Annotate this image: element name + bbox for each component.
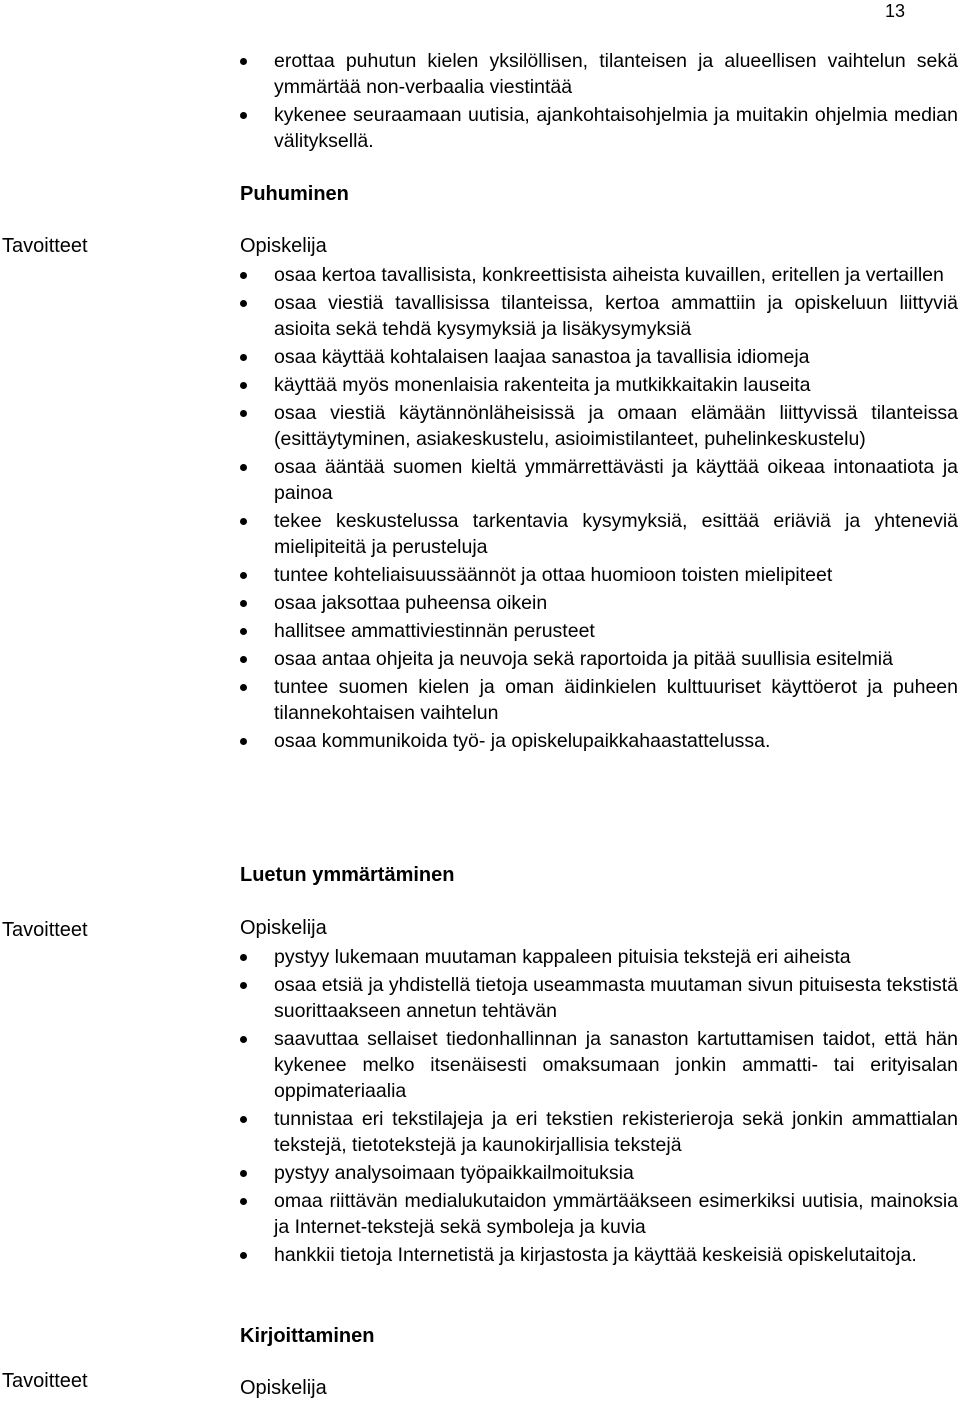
page-number: 13 (884, 1, 905, 21)
bullet-icon (240, 410, 247, 417)
bullet-icon (240, 354, 247, 361)
list-item (240, 728, 958, 754)
list-item (240, 1188, 958, 1240)
list-item (240, 290, 958, 342)
list-item (240, 562, 958, 588)
section-heading-kirjoittaminen: Kirjoittaminen (240, 1325, 375, 1347)
list-item-text: saavuttaa sellaiset tiedonhallinnan ja sanaston kartuttamisen taidot, että hän kykenee melko itsenäisesti omaksumaan jonkin ammatti- tai erityisalan oppimateriaalia (274, 1028, 958, 1102)
bullet-icon (240, 112, 247, 119)
list-item (240, 1242, 958, 1268)
list-item-text: omaa riittävän medialukutaidon ymmärtääkseen esimerkiksi uutisia, mainoksia ja Internet-tekstejä sekä symboleja ja kuvia (274, 1190, 958, 1238)
list-item-text: osaa antaa ohjeita ja neuvoja sekä raportoida ja pitää suullisia esitelmiä (274, 648, 893, 670)
side-label-tavoitteet: Tavoitteet (2, 919, 88, 941)
bullet-icon (240, 300, 247, 307)
bullet-icon (240, 656, 247, 663)
top-bullet-list (240, 48, 958, 156)
bullet-icon (240, 1252, 247, 1259)
side-label-tavoitteet: Tavoitteet (2, 235, 88, 257)
list-item (240, 1160, 958, 1186)
bullet-icon (240, 628, 247, 635)
bullet-icon (240, 738, 247, 745)
list-item-text: kykenee seuraamaan uutisia, ajankohtaisohjelmia ja muitakin ohjelmia median välityksellä. (274, 104, 958, 152)
bullet-icon (240, 272, 247, 279)
bullet-icon (240, 464, 247, 471)
list-item-text: tekee keskustelussa tarkentavia kysymyksiä, esittää eriäviä ja yhteneviä mielipiteitä ja perusteluja (274, 510, 958, 558)
list-item (240, 372, 958, 398)
list-item (240, 618, 958, 644)
list-item-text: pystyy lukemaan muutaman kappaleen pituisia tekstejä eri aiheista (274, 946, 851, 968)
bullet-icon (240, 1198, 247, 1205)
list-item-text: tuntee kohteliaisuussäännöt ja ottaa huomioon toisten mielipiteet (274, 564, 833, 586)
list-item-text: erottaa puhutun kielen yksilöllisen, tilanteisen ja alueellisen vaihtelun sekä ymmärtää non-verbaalia viestintää (274, 50, 958, 98)
list-item (240, 262, 958, 288)
list-item (240, 102, 958, 154)
bullet-icon (240, 58, 247, 65)
bullet-icon (240, 1116, 247, 1123)
list-item (240, 454, 958, 506)
list-item-text: osaa käyttää kohtalaisen laajaa sanastoa ja tavallisia idiomeja (274, 346, 810, 368)
list-item-text: osaa ääntää suomen kieltä ymmärrettävästi ja käyttää oikeaa intonaatiota ja painoa (274, 456, 958, 504)
section-intro: Opiskelija (240, 235, 327, 257)
bullet-icon (240, 1170, 247, 1177)
puhuminen-bullet-list (240, 262, 958, 756)
bullet-icon (240, 982, 247, 989)
list-item-text: pystyy analysoimaan työpaikkailmoituksia (274, 1162, 634, 1184)
section-intro: Opiskelija (240, 1377, 327, 1399)
list-item (240, 646, 958, 672)
list-item (240, 48, 958, 100)
list-item (240, 1106, 958, 1158)
list-item (240, 400, 958, 452)
list-item (240, 508, 958, 560)
list-item-text: osaa kertoa tavallisista, konkreettisista aiheista kuvaillen, eritellen ja vertaillen (274, 264, 944, 286)
list-item (240, 674, 958, 726)
section-heading-puhuminen: Puhuminen (240, 183, 349, 205)
list-item-text: hankkii tietoja Internetistä ja kirjastosta ja käyttää keskeisiä opiskelutaitoja. (274, 1244, 917, 1266)
list-item-text: osaa viestiä tavallisissa tilanteissa, kertoa ammattiin ja opiskeluun liittyviä asioita sekä tehdä kysymyksiä ja lisäkysymyksiä (274, 292, 958, 340)
luetun-bullet-list (240, 944, 958, 1270)
section-heading-luetun-ymmartaminen: Luetun ymmärtäminen (240, 864, 455, 886)
side-label-tavoitteet: Tavoitteet (2, 1370, 88, 1392)
bullet-icon (240, 954, 247, 961)
bullet-icon (240, 572, 247, 579)
list-item (240, 972, 958, 1024)
list-item-text: hallitsee ammattiviestinnän perusteet (274, 620, 595, 642)
list-item (240, 944, 958, 970)
bullet-icon (240, 1036, 247, 1043)
section-intro: Opiskelija (240, 917, 327, 939)
list-item (240, 1026, 958, 1104)
bullet-icon (240, 518, 247, 525)
list-item-text: osaa etsiä ja yhdistellä tietoja useammasta muutaman sivun pituisesta tekstistä suorittaakseen annetun tehtävän (274, 974, 958, 1022)
bullet-icon (240, 382, 247, 389)
bullet-icon (240, 684, 247, 691)
list-item-text: käyttää myös monenlaisia rakenteita ja mutkikkaitakin lauseita (274, 374, 811, 396)
list-item-text: tunnistaa eri tekstilajeja ja eri tekstien rekisterieroja sekä jonkin ammattialan tekstejä, tietotekstejä ja kaunokirjallisia tekstejä (274, 1108, 958, 1156)
bullet-icon (240, 600, 247, 607)
list-item-text: osaa kommunikoida työ- ja opiskelupaikkahaastattelussa. (274, 730, 771, 752)
list-item-text: tuntee suomen kielen ja oman äidinkielen kulttuuriset käyttöerot ja puheen tilannekohtaisen vaihtelun (274, 676, 958, 724)
list-item-text: osaa viestiä käytännönläheisissä ja omaan elämään liittyvissä tilanteissa (esittäytyminen, asiakeskustelu, asioimistilanteet, puhelinkeskustelu) (274, 402, 958, 450)
list-item (240, 590, 958, 616)
list-item-text: osaa jaksottaa puheensa oikein (274, 592, 548, 614)
list-item (240, 344, 958, 370)
